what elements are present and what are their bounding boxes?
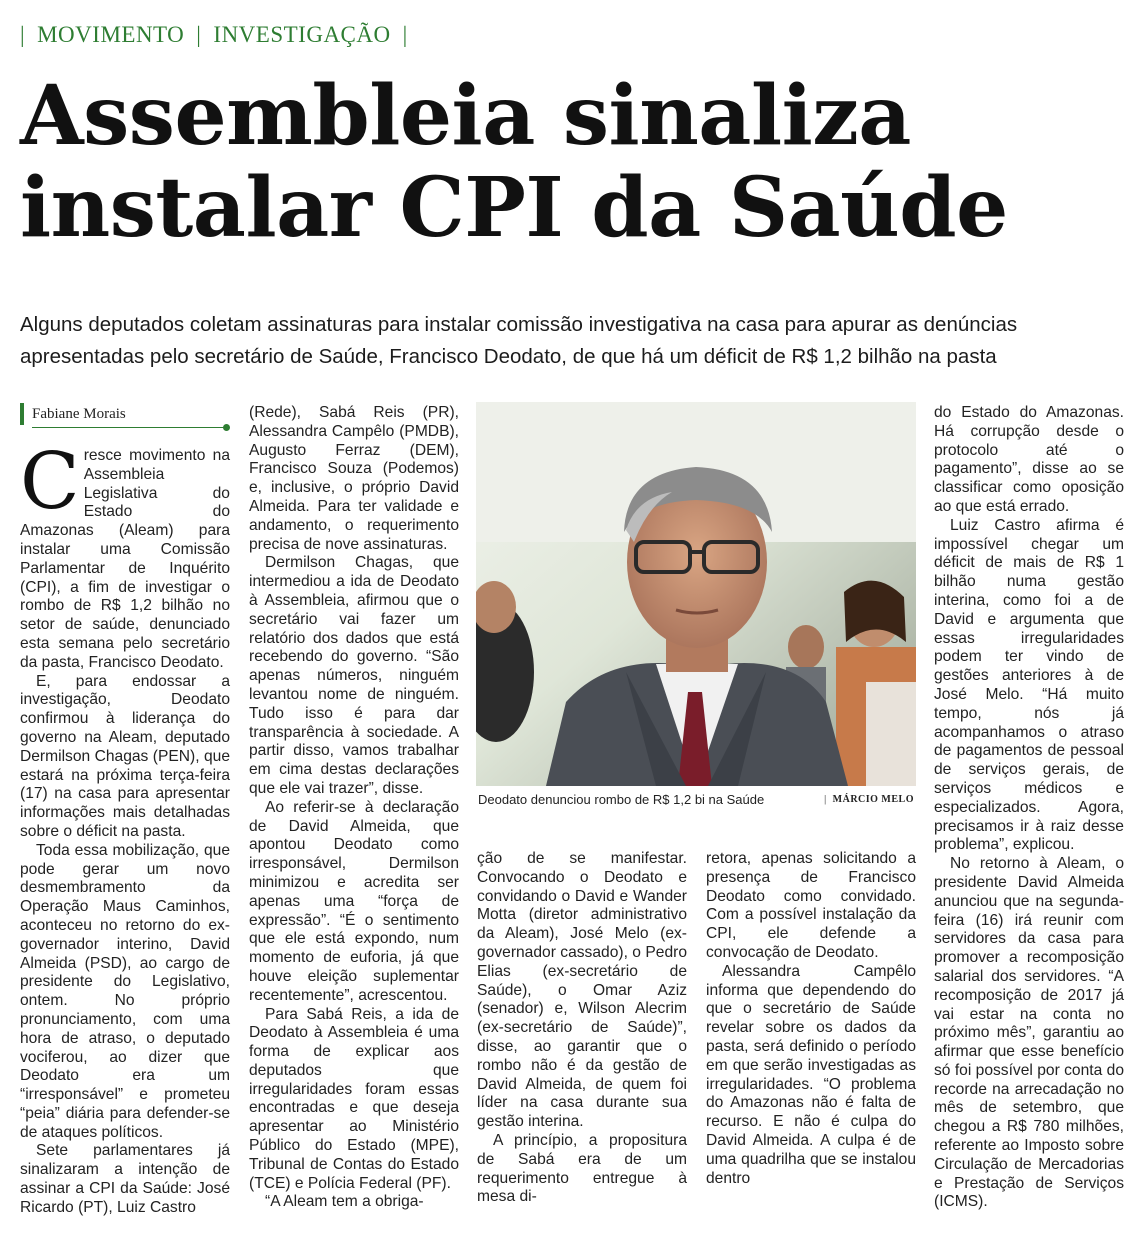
photo-caption-row [478,790,914,808]
article-headline [20,70,1130,254]
section-divider: | [196,22,202,47]
paragraph: Toda essa mobilização, que pode gerar um novo desmembramento da Operação Maus Caminhos, aconteceu no retorno do ex-governador interino, David Almeida (PSD), ao cargo de presidente do Legislativo, ontem. No próprio pronunciamento, com uma hora de atraso, o deputado vociferou, ao dizer que Deodato era um “irresponsável” e prometeu “peia” diária para defender-se de ataques políticos. [20,841,230,1141]
section-bar [20,18,408,52]
paragraph: Alessandra Campêlo informa que dependendo do que o secretário de Saúde revelar sobre os dados da pasta, será definido o período em que serão investigadas as irregularidades. “O problema do Amazonas não é falta de recurso. E não é culpa do David Almeida. A culpa é de uma quadrilha que se instalou dentro [706,962,916,1187]
paragraph: Luiz Castro afirma é impossível chegar um déficit de mais de R$ 1 bilhão numa gestão interina, como foi a de David e argumenta que essas irregularidades podem ter vindo de gestões anteriores à de José Melo. “Há muito tempo, nós já acompanhamos o atraso de pagamentos de pessoal de serviços gerais, de serviços médicos e especializados. Agora, precisamos ir à raiz desse problema”, explicou. [934,516,1124,854]
paragraph: retora, apenas solicitando a presença de Francisco Deodato como convidado. Com a possível instalação da CPI, ele defende a convocação de Deodato. [706,850,916,961]
article-subhead: Alguns deputados coletam assinaturas para instalar comissão investigativa na casa para apurar as denúncias apresentadas pelo secretário de Saúde, Francisco Deodato, de que há um déficit de R$ 1,2 bilhão na pasta [20,313,1018,368]
paragraph: Dermilson Chagas, que intermediou a ida de Deodato à Assembleia, afirmou que o secretário vai fazer um relatório dos dados que está recebendo do governo. “São apenas números, ninguém levantou nome de ninguém. Tudo isso é para dar transparência à sociedade. A partir disso, vamos trabalhar em cima destas declarações que ele vai trazer”, disse. [249,554,459,797]
section-tag-movimento[interactable]: MOVIMENTO [37,22,185,47]
paragraph: Para Sabá Reis, a ida de Deodato à Assembleia é uma forma de explicar aos deputados que irregularidades foram essas encontradas e que deseja apresentar ao Ministério Público do Estado (MPE), Tribunal de Contas do Estado (TCE) e Polícia Federal (PF). [249,1005,459,1192]
section-divider: | [20,22,26,47]
paragraph: E, para endossar a investigação, Deodato confirmou à liderança do governo na Aleam, deputado Dermilson Chagas (PEN), que estará na próxima terça-feira (17) na casa para apresentar informações mais detalhadas sobre o déficit na pasta. [20,672,230,840]
byline-accent-bar [20,403,24,425]
headline-line-2: instalar CPI da Saúde [20,160,1008,256]
paragraph: do Estado do Amazonas. Há corrupção desde o protocolo até o pagamento”, disse ao se classificar como oposição ao que está errado. [934,404,1124,515]
paragraph: A princípio, a propositura de Sabá era de um requerimento entregue à mesa di- [477,1131,687,1206]
section-tag-investigacao[interactable]: INVESTIGAÇÃO [213,22,391,47]
paragraph: No retorno à Aleam, o presidente David Almeida anunciou que na segunda-feira (16) irá reunir com servidores da casa para promover a recomposição salarial dos servidores. “A recomposição de 2017 já vai estar na conta no próximo mês”, garantiu ao afirmar que esse benefício só foi possível por conta do recorde na arrecadação no mês de setembro, que chegou a R$ 780 milhões, referente ao Imposto sobre Circulação de Mercadorias e Prestação de Serviços (ICMS). [934,855,1124,1211]
headline-line-1: Assembleia sinaliza [20,68,911,164]
paragraph: “A Aleam tem a obriga- [265,1193,424,1211]
article-column-2 [249,404,459,1212]
photo-credit: | MÁRCIO MELO [824,793,914,805]
photo-caption: Deodato denunciou rombo de R$ 1,2 bi na Saúde [478,791,765,807]
byline-block [20,402,228,426]
article-column-3 [477,850,687,1207]
article-photo[interactable] [476,402,916,786]
photo-portrait-image [476,402,916,786]
paragraph: ção de se manifestar. Convocando o Deodato e convidando o David e Wander Motta (diretor administrativo da Aleam), José Melo (ex-governador cassado), o Pedro Elias (ex-secretário de Saúde), o Omar Aziz (senador) e, Wilson Alecrim (ex-secretário de Saúde)”, disse, ao garantir que o rombo não é da gestão de David Almeida, de quem foi líder na casa durante sua gestão interina. [477,850,687,1131]
byline-rule [32,427,228,428]
article-column-4 [706,850,916,1188]
paragraph: Cresce movimento na Assembleia Legislativa do Estado do Amazonas (Aleam) para instalar uma Comissão Parlamentar de Inquérito (CPI), a fim de investigar o rombo de R$ 1,2 bilhão no setor de saúde, denunciado esta semana pelo secretário da pasta, Francisco Deodato. [20,437,230,671]
paragraph: Sete parlamentares já sinalizaram a intenção de assinar a CPI da Saúde: José Ricardo (PT), Luiz Castro [20,1142,230,1216]
byline-author[interactable]: Fabiane Morais [32,405,126,422]
section-divider: | [402,22,408,47]
article-column-5 [934,404,1124,1212]
paragraph: Ao referir-se à declaração de David Almeida, que apontou Deodato como irresponsável, Dermilson minimizou e acredita ser apenas uma “força de expressão”. “É o sentimento que ele está expondo, num momento de euforia, já que houve eleição suplementar recentemente”, acrescentou. [249,798,459,1004]
article-column-1 [20,437,230,1218]
drop-cap: C [20,437,80,527]
paragraph: (Rede), Sabá Reis (PR), Alessandra Campêlo (PMDB), Augusto Ferraz (DEM), Francisco Souza (Podemos) e, inclusive, o próprio David Almeida. Para ter validade e andamento, o requerimento precisa de nove assinaturas. [249,404,459,553]
